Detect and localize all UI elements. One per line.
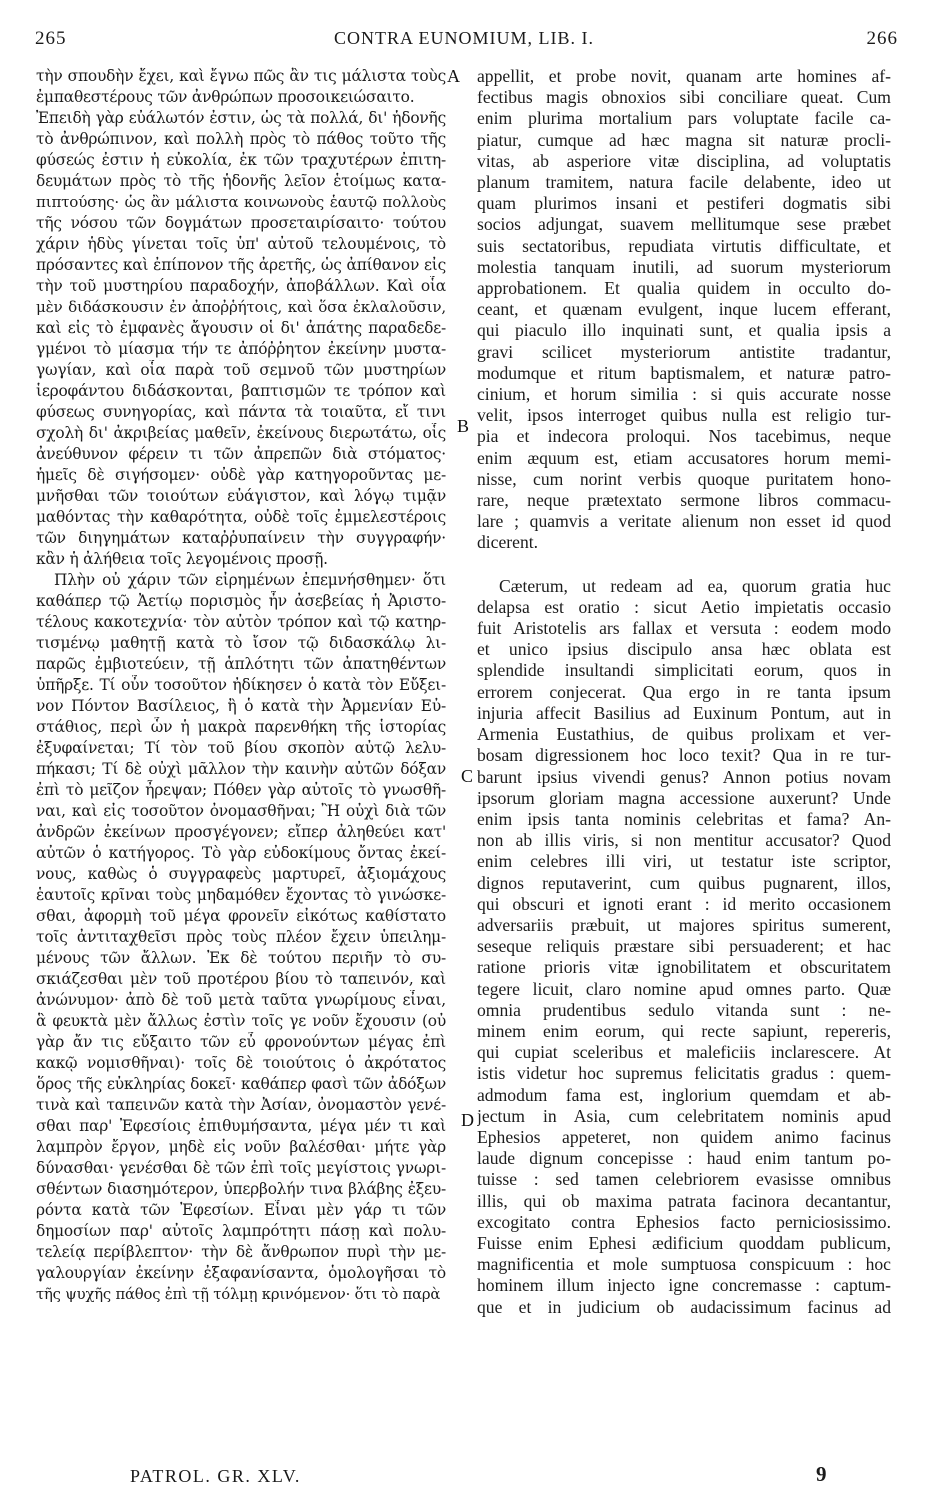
text-line: suis sectatoribus, repudiata virtutis difficultate, et <box>477 235 891 256</box>
text-line: vitas, ab asperiore vitæ disciplina, ad voluptatis <box>477 150 891 171</box>
text-line: παρῶς ἐμβιοτεύειν, τῇ ἁπλότητι τῶν ἀπατηθέντων <box>36 655 446 673</box>
text-line: qui piaculo illo inquinati sunt, et qualia ipsis a <box>477 320 891 341</box>
text-line: nisse, cum norint verbis quoque puritatem hono- <box>477 468 891 489</box>
text-line: approbationem. Et qualia quidem in occulto do- <box>477 278 891 299</box>
text-line: qui cupiat sceleribus et maleficiis inclarescere. At <box>477 1042 891 1063</box>
text-line: γαλουργίαν ἐκείνην ἐξαφανίσαντα, ὁμολογῆσαι τὸ <box>36 1264 446 1282</box>
text-line: enim ipsis tanta nominis celebritas et fama? An- <box>477 808 891 829</box>
text-line: ἑαυτοῖς κρῖναι τοὺς μηδαμόθεν ἔχοντας τὸ γινώσκε- <box>36 886 446 904</box>
text-line: hominem illum injecto igne concremasse : captum- <box>477 1275 891 1296</box>
text-line: ναι, καὶ εἰς τοσοῦτον ὀνομασθῆναι; Ἢ οὐχὶ διὰ τῶν <box>36 802 446 820</box>
text-line: καθάπερ τῷ Ἀετίῳ πορισμὸς ἦν ἀσεβείας ἡ Ἀριστο- <box>36 592 446 610</box>
text-line: modumque et ritum baptismalem, et naturæ patro- <box>477 362 891 383</box>
text-line: fuit Aristotelis ars fallax et versuta : eodem modo <box>477 618 891 639</box>
running-title: CONTRA EUNOMIUM, LIB. I. <box>334 28 594 48</box>
text-line: τῶν διηγημάτων καταῤῥυπαίνειν τὴν συγγραφήν· <box>36 529 446 547</box>
text-line: excogitato contra Ephesios facto perniciosissimo. <box>477 1211 891 1232</box>
text-line: σκιάζεσθαι μὲν τοῦ προτέρου βίου τὸ ταπεινόν, καὶ <box>36 970 446 988</box>
text-line: φύσεώς ἐστιν ἡ εὐκολία, ἐκ τῶν τραχυτέρων ἐπιτη- <box>36 151 446 169</box>
text-line: ἐπὶ τὸ μεῖζον ἦρεψαν; Πόθεν γὰρ αὐτοῖς τὸ γνωσθῆ- <box>36 781 446 799</box>
text-line: νους, καθὼς ὁ συγγραφεὺς μαρτυρεῖ, ἀξιομάχους <box>36 865 446 883</box>
text-line: σχολὴ δι' ἀκριβείας μαθεῖν, ἐκείνους διερωτάτω, οἷς <box>36 424 446 442</box>
text-line: enim æquum est, etiam accusatores horum memi- <box>477 447 891 468</box>
latin-text-column <box>477 66 891 1318</box>
section-marker-b: B <box>457 416 470 436</box>
text-line: Ἐπειδὴ γὰρ εὐάλωτόν ἐστιν, ὡς τὰ πολλά, δι' ἡδονῆς <box>36 109 446 127</box>
text-line: τῆς νόσου τῶν δογμάτων προσεταιρίσαιτο· τούτου <box>36 214 446 232</box>
text-line: delapsa est oratio : sicut Aetio impietatis occasio <box>477 596 891 617</box>
text-line: ceant, et quænam evulgent, inque lucem efferant, <box>477 299 891 320</box>
text-line: gravi scilicet mysteriorum antistite tradantur, <box>477 341 891 362</box>
text-line: γωγίαν, καὶ οἷα παρὰ τοῦ σεμνοῦ τῶν μυστηρίων <box>36 361 446 379</box>
text-line: ἐξυφαίνεται; Τί τὸν τοῦ βίου σκοπὸν αὐτῷ λελυ- <box>36 739 446 757</box>
text-line: τινὰ καὶ ταπεινῶν κατὰ τὴν Ἀσίαν, ὀνομαστὸν γενέ- <box>36 1096 446 1114</box>
text-line: rare, neque prætextato sermone libros commacu- <box>477 490 891 511</box>
text-line: molestia tanquam inutili, ad suorum mysteriorum <box>477 256 891 277</box>
text-line: ἀνεύθυνον φέρειν τι τῶν ἀπρεπῶν διὰ στόματος· <box>36 445 446 463</box>
text-line: minem enim eorum, qui recte sapiunt, repereris, <box>477 1020 891 1041</box>
section-marker-c: C <box>461 766 474 786</box>
text-line: non ab illis viris, si non mentitur accusator? Quod <box>477 830 891 851</box>
text-line: ρόντα κατὰ τῶν Ἐφεσίων. Εἶναι μὲν γάρ τι τῶν <box>36 1201 446 1219</box>
text-line: quam plurimos insani et pestiferi dogmatis sibi <box>477 193 891 214</box>
text-line: omnia prudentibus sedulo vitanda sunt : ne- <box>477 999 891 1020</box>
text-line: μαθόντας τὴν καθαρότητα, οὐδὲ τοῖς ἐμμελεστέροις <box>36 508 446 526</box>
text-line: μνῆσθαι τῶν τοιούτων εὐάγιστον, καὶ λόγῳ τιμᾷν <box>36 487 446 505</box>
text-line: tuisse : sed tamen celebriorem evasisse omnibus <box>477 1169 891 1190</box>
text-line: πρόσαντες καὶ ἐπίπονον τῆς ἀρετῆς, ὡς ἀπίθανον εἰς <box>36 256 446 274</box>
text-line: cinium, et horum similia : si quis accurate nosse <box>477 384 891 405</box>
text-line: errorem conjecerat. Qua ergo in re tanta ipsum <box>477 681 891 702</box>
text-line: αὐτῶν ὁ κατήγορος. Τὸ γὰρ εὐδοκίμους ὄντας ἐκεί- <box>36 844 446 862</box>
text-line: et unico ipsius discipulo ansa hæc oblata est <box>477 639 891 660</box>
text-line: λαμπρὸν ἔργον, μηδὲ εἰς νοῦν βαλέσθαι· μήτε γὰρ <box>36 1138 446 1156</box>
text-line: δευμάτων πρὸς τὸ τῆς ἡδονῆς λεῖον ἑτοίμως κατα- <box>36 172 446 190</box>
text-line: illis, qui ob maxima patrata facinora decantantur, <box>477 1190 891 1211</box>
text-line: δύνασθαι· γενέσθαι δὲ τῶν ἐπὶ τοῖς μεγίστοις γνωρι- <box>36 1159 446 1177</box>
left-page-number: 265 <box>35 28 67 49</box>
text-line: Fuisse enim Ephesi ædificium quoddam publicum, <box>477 1232 891 1253</box>
text-line: μὲν διδάσκουσιν ἐν ἀποῤῥήτοις, καὶ ὅσα ἐκλαλοῦσιν, <box>36 298 446 316</box>
text-line: appellit, et probe novit, quanam arte homines af- <box>477 66 891 86</box>
text-line: γὰρ ἄν τις εὔξαιτο τῶν εὖ φρονούντων μέγας ἐπὶ <box>36 1033 446 1051</box>
text-line: τοῖς ἀντιταχθεῖσι πρὸς τοὺς πλέον ἔχειν ὑπειλημ- <box>36 928 446 946</box>
text-line: σθαι παρ' Ἐφεσίοις ἐπιθυμήσαντα, μέγα μέν τι καὶ <box>36 1117 446 1135</box>
text-line: ἀνδρῶν ἐκείνων προσγέγονεν; εἴπερ ἀληθεύει κατ' <box>36 823 446 841</box>
text-line: κἂν ἡ ἀλήθεια τοῖς λεγομένοις προσῇ. <box>36 550 328 568</box>
text-line: enim celebres illi viri, ut testatur iste scriptor, <box>477 851 891 872</box>
greek-text-column <box>36 66 446 1305</box>
text-line: lare ; quamvis a veritate alienum non esset id quod <box>477 511 891 532</box>
text-line: ἃ φευκτὰ μὲν ἄλλως ἐστὶν τοῖς γε νοῦν ἔχουσιν (οὐ <box>36 1012 446 1030</box>
text-line: ὅρος τῆς εὐκληρίας δοκεῖ· καθάπερ φασὶ τῶν ἀδόξων <box>36 1075 446 1093</box>
text-line: qui obscuri et ignoti erant : id merito occasionem <box>477 893 891 914</box>
text-line: Πλὴν οὐ χάριν τῶν εἰρημένων ἐπεμνήσθημεν· ὅτι <box>54 571 446 589</box>
text-line: φύσεως συνηγορίας, καὶ πάντα τὰ τοιαῦτα, εἴ τινι <box>36 403 446 421</box>
text-line: χάριν ἡδὺς γίνεται τοῖς ὑπ' αὐτοῦ τελουμένοις, τὸ <box>36 235 446 253</box>
text-line: velit, ipsos interroget quibus nulla est religio tur- <box>477 405 891 426</box>
text-line: planum tramitem, natura facile delabente, ideo ut <box>477 172 891 193</box>
text-line: τελείᾳ περίβλεπτον· τὴν δὲ ἄνθρωπον πυρὶ τὴν με- <box>36 1243 446 1261</box>
text-line: ratione prioris vitæ ignobilitatem et obscuritatem <box>477 957 891 978</box>
section-marker-a: A <box>447 66 460 86</box>
text-line: ipsorum gloriam magna accessione auxerunt? Unde <box>477 787 891 808</box>
text-line: τισμένῳ μαθητῇ κατὰ τὸ ἴσον τῷ διδασκάλῳ λι- <box>36 634 446 652</box>
text-line: νον Πόντον Βασίλειος, ἢ ὁ κατὰ τὴν Ἀρμενίαν Εὐ- <box>36 697 446 715</box>
text-line: τὴν σπουδὴν ἔχει, καὶ ἔγνω πῶς ἂν τις μάλιστα τοὺς <box>36 67 446 85</box>
text-line: dignos reputaverint, cum quibus pugnarent, illos, <box>477 872 891 893</box>
text-line: σθέντων διασημότερον, ὑπερβολήν τινα βλάβης ἐξευ- <box>36 1180 446 1198</box>
text-line: Cæterum, ut redeam ad ea, quorum gratia huc <box>499 575 891 596</box>
text-line: ὑπῆρξε. Τί οὖν τοσοῦτον ἠδίκησεν ὁ κατὰ τὸν Εὔξει- <box>36 676 446 694</box>
text-line: admodum fama est, inglorium quemdam et ab- <box>477 1084 891 1105</box>
text-line: istis videtur hoc supremus felicitatis gradus : quem- <box>477 1063 891 1084</box>
text-line: adversariis præbuit, ut majores spiritus sumerent, <box>477 914 891 935</box>
text-line: pia et indecora proloqui. Nos tacebimus, neque <box>477 426 891 447</box>
text-line: barunt ipsius vivendi genus? Annon potius novam <box>477 766 891 787</box>
text-line: bosam digressionem hoc loco texit? Qua in re tur- <box>477 745 891 766</box>
text-line: γμένοι τὸ μίασμα τήν τε ἀπόῤῥητον ἐκείνην μυστα- <box>36 340 446 358</box>
text-line: jectum in Asia, cum celebritatem nominis apud <box>477 1105 891 1126</box>
text-line: μένους τῶν ἄλλων. Ἐκ δὲ τούτου περιῆν τὸ συ- <box>36 949 446 967</box>
text-line: ἱεροφάντου διδάσκονται, βαπτισμῶν τε τρόπον καὶ <box>36 382 446 400</box>
text-line: ἐμπαθεστέρους τῶν ἀνθρώπων προσοικειώσαιτο. <box>36 88 415 106</box>
text-line: laude dignum concepisse : haud enim tantum po- <box>477 1148 891 1169</box>
text-line: socios adjungat, suavem mellitumque sese præbet <box>477 214 891 235</box>
text-line: πήκασι; Τί δὲ οὐχὶ μᾶλλον τὴν καινὴν αὐτῶν δόξαν <box>36 760 446 778</box>
text-line: τέλους κακοτεχνία· τὸν αὐτὸν τρόπον καὶ τῷ κατηρ- <box>36 613 446 631</box>
text-line: καὶ εἰς τὸ ἐμφανὲς ἄγουσιν οἱ δι' ἀπάτης παραδεδε- <box>36 319 446 337</box>
text-line: enim plurima mortalium pars voluptate facile ca- <box>477 108 891 129</box>
text-line: τὸ ἀνθρώπινον, καὶ πολλὴ πρὸς τὸ πάθος τοῦτο τῆς <box>36 130 446 148</box>
latin-paragraph-1 <box>477 66 891 554</box>
latin-paragraph-2 <box>477 576 891 1318</box>
section-marker-d: D <box>461 1110 474 1130</box>
text-line: κακῷ νομισθῆναι)· τοῖς δὲ τοιούτοις ὁ ἀκρότατος <box>36 1054 446 1072</box>
text-line: dicerent. <box>477 532 539 553</box>
right-page-number: 266 <box>866 28 898 49</box>
text-line: Armenia Eustathius, de quibus prolixam et ver- <box>477 724 891 745</box>
text-line: στάθιος, περὶ ὧν ἡ μακρὰ παρενθήκη τῆς ἱστορίας <box>36 718 446 736</box>
text-line: σθαι, ἀφορμὴ τοῦ μέγα φρονεῖν εἰκότως καθίστατο <box>36 907 446 925</box>
text-line: ἡμεῖς δὲ σιγήσομεν· οὐδὲ γὰρ κατηγοροῦντας με- <box>36 466 446 484</box>
footer-source: PATROL. GR. XLV. <box>130 1466 301 1486</box>
text-line: τῆς ψυχῆς πάθος ἐπὶ τῇ τόλμῃ κρινόμενον· ὅτι τὸ παρὰ <box>36 1286 441 1303</box>
text-line: injuria affecit Basilius ad Euxinum Pontum, aut in <box>477 702 891 723</box>
text-line: τὴν τοῦ μυστηρίου παραδοχήν, ἀποβάλλων. Καὶ οἷα <box>36 277 446 295</box>
text-line: magnificentia et mole sumptuosa conspicuum : hoc <box>477 1254 891 1275</box>
text-line: fectibus magis obnoxios sibi conciliare queat. Cum <box>477 87 891 108</box>
page-header <box>0 28 928 56</box>
text-line: πιπτούσης· ὡς ἂν μάλιστα κοινωνοὺς ἑαυτῷ πολλοὺς <box>36 193 446 211</box>
paragraph-gap <box>477 554 891 576</box>
text-line: ἀνώνυμον· ἀπὸ δὲ τοῦ μετὰ ταῦτα γνωρίμους εἶναι, <box>36 991 446 1009</box>
footer-signature: 9 <box>816 1462 827 1486</box>
text-line: splendide insultandi simplicitati eorum, quos in <box>477 660 891 681</box>
text-line: tegere licuit, claro nomine apud omnes parto. Quæ <box>477 978 891 999</box>
text-line: seseque reliquis præstare sibi persuaderent; et hac <box>477 936 891 957</box>
text-line: que et in judicium ob audacissimum facinus ad <box>477 1296 891 1317</box>
text-line: δημοσίων παρ' αὐτοῖς λαμπρότητι πάσῃ καὶ πολυ- <box>36 1222 446 1240</box>
text-line: Ephesios appeteret, non quidem animo facinus <box>477 1126 891 1147</box>
text-line: piatur, cumque ad hæc magna sit naturæ procli- <box>477 129 891 150</box>
